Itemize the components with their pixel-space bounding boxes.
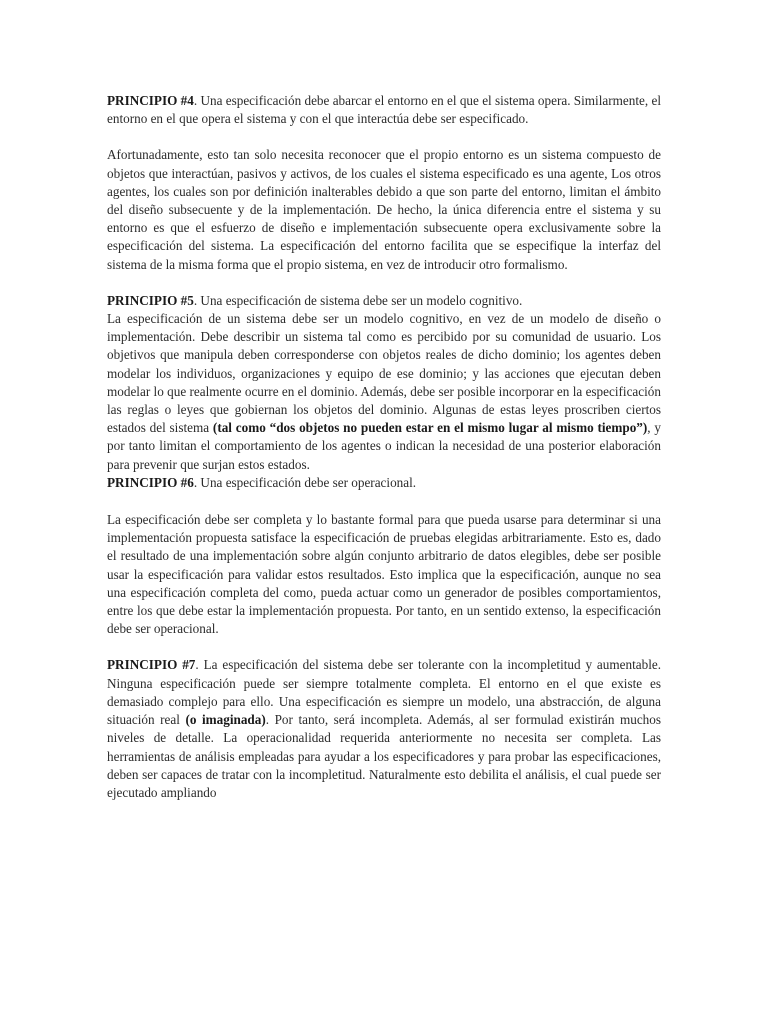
principle-5-heading: PRINCIPIO #5: [107, 292, 194, 308]
principle-7-heading: PRINCIPIO #7: [107, 657, 196, 673]
principle-5-body-emphasis: (tal como “dos objetos no pueden estar en el mismo lugar al mismo tiempo”): [212, 420, 648, 436]
principle-4-text: . Una especificación debe abarcar el entorno en el que el sistema opera. Similarmente, el entorno en el que opera el sistema y con el que interactúa debe ser especificado.: [107, 93, 661, 127]
principle-5-paragraph: [107, 292, 661, 310]
principle-7-paragraph: [107, 656, 661, 802]
principle-4-body: Afortunadamente, esto tan solo necesita reconocer que el propio entorno es un sistema compuesto de objetos que interactúan, pasivos y activos, de los cuales el sistema especificado es una agente, Los otros agentes, los cuales son por definición inalterables debido a que son parte del entorno, limitan el ámbito del diseño subsecuente y de la implementación. De hecho, la única diferencia entre el sistema y su entorno es que el esfuerzo de diseño e implementación subsecuente opera exclusivamente sobre la especificación del sistema. La especificación del entorno facilita que se especifique la interfaz del sistema de la misma forma que el propio sistema, en vez de introducir otro formalismo.: [107, 147, 661, 272]
principle-5-text: . Una especificación de sistema debe ser un modelo cognitivo.: [193, 292, 523, 308]
principle-7-text-start: . La especificación del sistema debe ser tolerante con la incompletitud y aumentable. Ninguna especificación puede ser siempre totalmente completa. El entorno en el que existe es demasiado complejo para ello. Una especificación es siempre un modelo, una abstracción, de alguna situación real: [107, 657, 662, 728]
principle-5-body-end: , y por tanto limitan el comportamiento de los agentes o indican la necesidad de una posterior elaboración para prevenir que surjan estos estados.: [107, 420, 661, 472]
document-page: [107, 92, 661, 802]
principle-6-body: La especificación debe ser completa y lo bastante formal para que pueda usarse para determinar si una implementación propuesta satisface la especificación de pruebas elegidas arbitrariamente. Esto es, dado el resultado de una implementación sobre algún conjunto arbitrario de datos elegibles, debe ser posible usar la especificación para validar estos resultados. Esto implica que la especificación, aunque no sea una especificación completa del como, pueda actuar como un generador de posibles comportamientos, entre los que debe estar la implementación propuesta. Por tanto, en un sentido extenso, la especificación debe ser operacional.: [107, 512, 661, 637]
principle-6-text: . Una especificación debe ser operacional.: [193, 474, 417, 490]
principle-7-emphasis: (o imaginada): [185, 712, 266, 728]
principle-5-body-start: La especificación de un sistema debe ser un modelo cognitivo, en vez de un modelo de diseño o implementación. Debe describir un sistema tal como es percibido por su comunidad de usuario. Los objetivos que manipula deben corresponderse con objetos reales de dicho dominio; los agentes deben modelar los individuos, organizaciones y equipo de ese dominio; y las acciones que ejecutan deben modelar lo que realmente ocurre en el dominio. Además, debe ser posible incorporar en la especificación las reglas o leyes que gobiernan los objetos del dominio. Algunas de estas leyes proscriben ciertos estados del sistema: [107, 311, 661, 436]
principle-4-paragraph: [107, 92, 661, 128]
principle-5-body: [107, 310, 661, 474]
principle-6-heading: PRINCIPIO #6: [107, 474, 194, 490]
principle-7-text-end: . Por tanto, será incompleta. Además, al ser formulad existirán muchos niveles de detalle. La operacionalidad requerida anteriormente no necesita ser completa. Las herramientas de análisis empleadas para ayudar a los especificadores y para probar las especificaciones, deben ser capaces de tratar con la incompletitud. Naturalmente esto debilita el análisis, el cual puede ser ejecutado ampliando: [107, 712, 662, 800]
principle-4-heading: PRINCIPIO #4: [107, 93, 194, 108]
principle-6-paragraph: [107, 474, 661, 492]
